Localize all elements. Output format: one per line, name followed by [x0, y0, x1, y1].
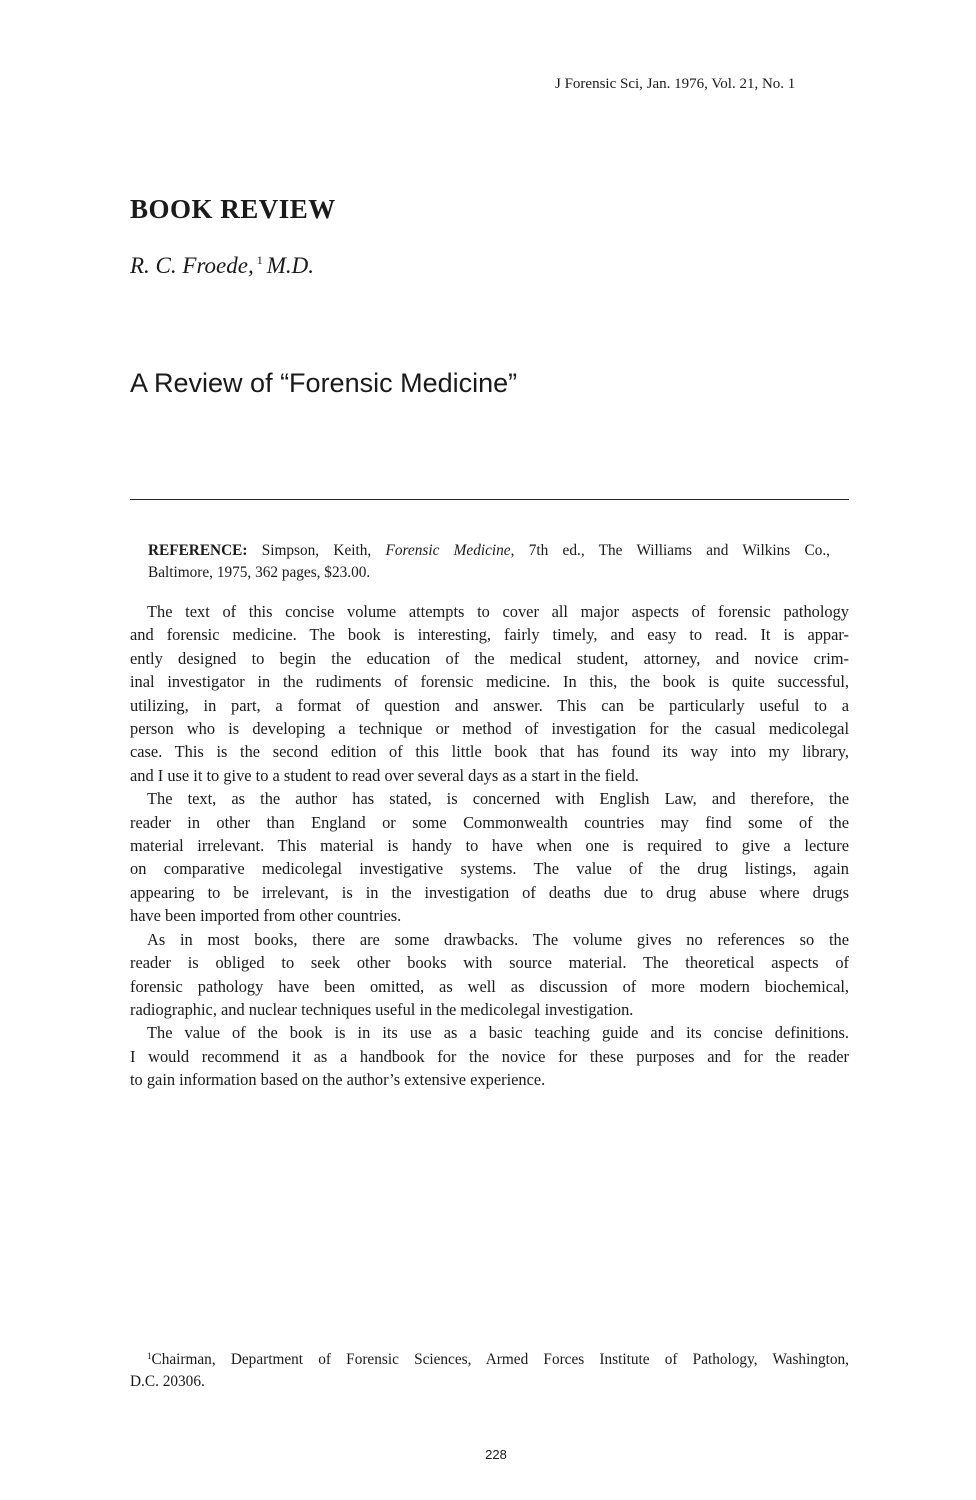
- paragraph-line: ently designed to begin the education of the medical student, attorney, and novice crim-: [130, 648, 849, 668]
- footnote-line: D.C. 20306.: [130, 1373, 205, 1390]
- paragraph-line: to gain information based on the author’s extensive experience.: [130, 1070, 546, 1090]
- paragraph-line: on comparative medicolegal investigative systems. The value of the drug listings, again: [130, 859, 849, 879]
- footnote: [130, 1345, 849, 1393]
- divider-rule: [130, 499, 849, 500]
- paragraph-line: The text of this concise volume attempts to cover all major aspects of forensic pathology: [147, 602, 849, 621]
- paragraph-line: utilizing, in part, a format of question and answer. This can be particularly useful to a: [130, 695, 849, 715]
- reference-text: Simpson, Keith,: [247, 542, 386, 559]
- author-footnote-mark: 1: [256, 253, 263, 267]
- paragraph-line: appearing to be irrelevant, is in the investigation of deaths due to drug abuse where drugs: [130, 882, 849, 902]
- paragraph-line: case. This is the second edition of this little book that has found its way into my library,: [130, 742, 849, 762]
- paragraph: [130, 600, 849, 787]
- paragraph: [130, 1021, 849, 1091]
- author-byline: [130, 253, 314, 279]
- paragraph-line: The value of the book is in its use as a basic teaching guide and its concise definitions.: [147, 1023, 849, 1043]
- paragraph-line: reader in other than England or some Commonwealth countries may find some of the: [130, 812, 849, 832]
- paragraph: [130, 928, 849, 1022]
- footnote-mark: 1: [147, 1351, 152, 1361]
- running-head: J Forensic Sci, Jan. 1976, Vol. 21, No. 1: [555, 76, 796, 92]
- reference-line: [148, 540, 830, 562]
- footnote-text: Chairman, Department of Forensic Sciences, Armed Forces Institute of Pathology, Washington,: [151, 1351, 849, 1368]
- paragraph-line: inal investigator in the rudiments of forensic medicine. In this, the book is quite successful,: [130, 672, 849, 692]
- section-title: BOOK REVIEW: [130, 194, 336, 224]
- paragraph-line: As in most books, there are some drawbacks. The volume gives no references so the: [147, 929, 849, 949]
- paragraph-line: reader is obliged to seek other books with source material. The theoretical aspects of: [130, 953, 849, 973]
- paragraph-line: and forensic medicine. The book is interesting, fairly timely, and easy to read. It is appar-: [130, 625, 849, 645]
- reference-label: REFERENCE:: [148, 542, 248, 559]
- paragraph-line: I would recommend it as a handbook for the novice for these purposes and for the reader: [130, 1046, 849, 1066]
- paragraph-line: forensic pathology have been omitted, as well as discussion of more modern biochemical,: [130, 976, 849, 996]
- author-name: R. C. Froede,: [130, 253, 254, 278]
- paragraph-line: The text, as the author has stated, is concerned with English Law, and therefore, the: [147, 789, 849, 809]
- article-title: A Review of “Forensic Medicine”: [130, 368, 518, 398]
- paragraph-line: and I use it to give to a student to read over several days as a start in the field.: [130, 765, 639, 785]
- reference-text: , 7th ed., The Williams and Wilkins Co.,: [510, 542, 830, 559]
- paragraph: [130, 787, 849, 927]
- review-body: [130, 600, 849, 1092]
- author-degree: M.D.: [266, 253, 314, 278]
- paragraph-line: material irrelevant. This material is handy to have when one is required to give a lecture: [130, 836, 849, 856]
- reference-block: [148, 540, 830, 584]
- paragraph-line: radiographic, and nuclear techniques useful in the medicolegal investigation.: [130, 999, 634, 1019]
- page-number: 228: [485, 1447, 507, 1462]
- paragraph-line: person who is developing a technique or method of investigation for the casual medicolegal: [130, 719, 849, 739]
- footnote-line: [130, 1345, 849, 1371]
- paragraph-line: have been imported from other countries.: [130, 906, 402, 926]
- reference-line: Baltimore, 1975, 362 pages, $23.00.: [148, 564, 371, 581]
- reference-book-title: Forensic Medicine: [385, 542, 511, 559]
